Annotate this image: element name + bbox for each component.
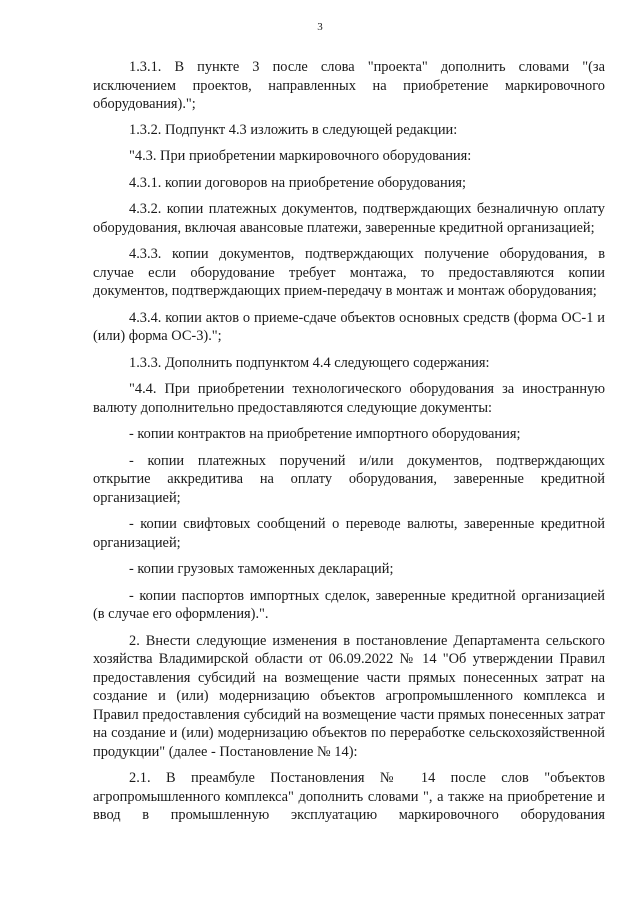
paragraph-2-1: 2.1. В преамбуле Постановления № 14 после слов "объектов агропромышленного комплекса" дополнить словами ", а также на приобретение и ввод в промышленную эксплуатацию маркировочного оборудования bbox=[93, 770, 605, 823]
list-item-import-passports: - копии паспортов импортных сделок, заверенные кредитной организацией (в случае его оформления).". bbox=[93, 587, 605, 622]
paragraph-1-3-1: 1.3.1. В пункте 3 после слова "проекта" дополнить словами "(за исключением проектов, направленных на приобретение маркировочного оборудования)."; bbox=[93, 59, 605, 112]
document-body bbox=[93, 58, 605, 833]
paragraph-4-4: "4.4. При приобретении технологического оборудования за иностранную валюту дополнительно предоставляются следующие документы: bbox=[93, 381, 605, 416]
paragraph-4-3-2: 4.3.2. копии платежных документов, подтверждающих безналичную оплату оборудования, включая авансовые платежи, заверенные кредитной организацией; bbox=[93, 201, 605, 236]
paragraph-4-3-1: 4.3.1. копии договоров на приобретение оборудования; bbox=[129, 174, 467, 191]
list-item-customs-declarations: - копии грузовых таможенных деклараций; bbox=[129, 561, 394, 577]
list-item-import-contracts: - копии контрактов на приобретение импортного оборудования; bbox=[129, 426, 521, 442]
paragraph-2: 2. Внести следующие изменения в постановление Департамента сельского хозяйства Владимирской области от 06.09.2022 № 14 "Об утверждении Правил предоставления субсидий на возмещение части прямых понесенных затрат на создание и (или) модернизацию объектов агропромышленного комплекса и Правил предоставления субсидий на возмещение части прямых понесенных затрат на создание и (или) модернизацию объектов по переработке сельскохозяйственной продукции" (далее - Постановление № 14): bbox=[93, 632, 605, 760]
paragraph-1-3-2: 1.3.2. Подпункт 4.3 изложить в следующей редакции: bbox=[129, 121, 458, 138]
paragraph-4-3: "4.3. При приобретении маркировочного оборудования: bbox=[129, 148, 472, 164]
list-item-payment-orders: - копии платежных поручений и/или документов, подтверждающих открытие аккредитива на оплату оборудования, заверенные кредитной организацией; bbox=[93, 452, 605, 506]
paragraph-4-3-3: 4.3.3. копии документов, подтверждающих получение оборудования, в случае если оборудование требует монтажа, то предоставляются копии документов, подтверждающих прием-передачу в монтаж и монтаж оборудования; bbox=[93, 246, 605, 299]
paragraph-1-3-3: 1.3.3. Дополнить подпунктом 4.4 следующего содержания: bbox=[129, 354, 490, 371]
list-item-swift-messages: - копии свифтовых сообщений о переводе валюты, заверенные кредитной организацией; bbox=[93, 516, 605, 551]
paragraph-4-3-4: 4.3.4. копии актов о приеме-сдаче объектов основных средств (форма ОС-1 и (или) форма ОС-3)."; bbox=[93, 309, 605, 344]
page-number: 3 bbox=[317, 21, 323, 33]
